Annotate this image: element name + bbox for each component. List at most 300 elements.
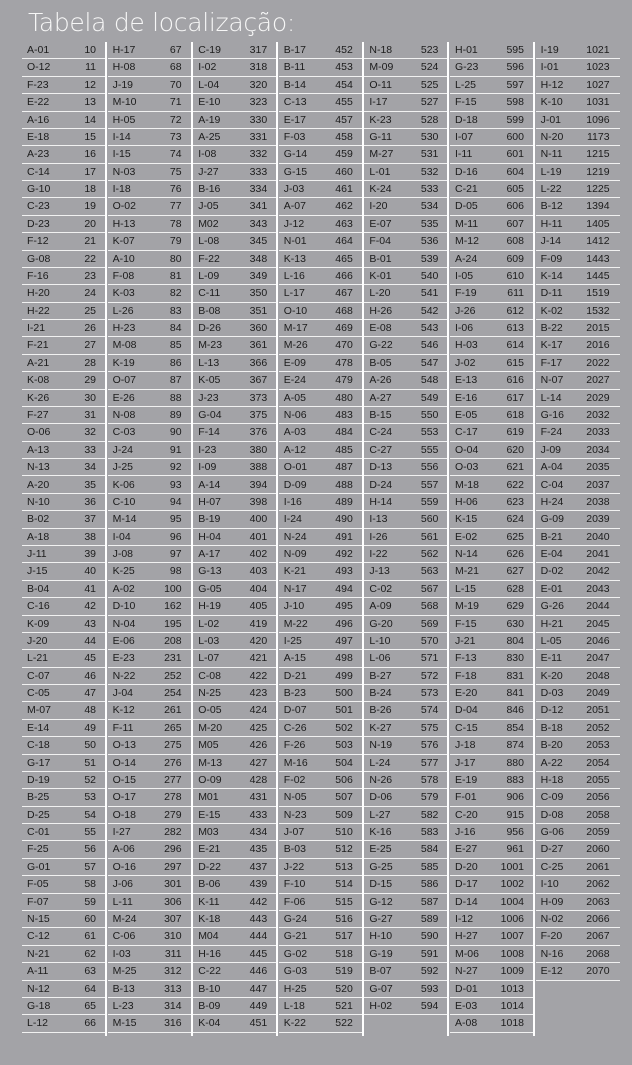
table-row (536, 424, 620, 441)
location-number: 56 (84, 843, 96, 856)
location-number: 66 (84, 1017, 96, 1030)
location-code: B-26 (369, 704, 392, 717)
table-row (536, 737, 620, 754)
table-row (108, 789, 192, 806)
location-code: L-10 (369, 634, 391, 647)
table-row (279, 320, 363, 337)
location-code: I-08 (198, 148, 217, 161)
table-row (193, 946, 277, 963)
table-row (279, 424, 363, 441)
table-row (22, 685, 106, 702)
table-row (450, 668, 534, 685)
table-row (108, 59, 192, 76)
location-number: 20 (84, 217, 96, 230)
table-column (193, 42, 277, 1036)
table-column (108, 42, 192, 1036)
location-code: H-17 (112, 44, 136, 56)
table-row (279, 337, 363, 354)
table-row (536, 129, 620, 146)
location-code: B-05 (369, 356, 392, 369)
location-number: 2043 (586, 582, 610, 595)
table-row (279, 946, 363, 963)
table-row (450, 303, 534, 320)
table-row (364, 77, 448, 94)
table-row (279, 876, 363, 893)
location-number: 331 (249, 130, 268, 143)
location-number: 542 (420, 304, 439, 317)
table-row (536, 146, 620, 163)
location-code: F-17 (540, 356, 563, 369)
table-row (450, 268, 534, 285)
table-row (108, 424, 192, 441)
table-row (193, 477, 277, 494)
location-number: 621 (506, 461, 524, 474)
location-number: 10 (84, 44, 96, 56)
location-number: 40 (84, 565, 96, 578)
location-number: 592 (420, 965, 439, 978)
location-number: 467 (335, 287, 353, 300)
location-code: H-05 (112, 113, 136, 126)
location-number: 556 (420, 461, 439, 474)
table-row (450, 94, 534, 111)
table-row (450, 42, 534, 59)
location-number: 574 (420, 704, 439, 717)
table-row (279, 216, 363, 233)
location-code: M-10 (112, 96, 137, 109)
location-number: 445 (249, 947, 268, 960)
location-number: 388 (249, 461, 268, 474)
table-row (364, 981, 448, 998)
table-row (22, 320, 106, 337)
table-row (108, 390, 192, 407)
location-number: 442 (249, 895, 268, 908)
location-number: 594 (420, 999, 439, 1012)
location-number: 488 (335, 478, 353, 491)
location-code: I-16 (283, 495, 302, 508)
table-row (108, 477, 192, 494)
table-row (108, 998, 192, 1015)
table-row (279, 77, 363, 94)
table-column (450, 42, 534, 1036)
location-number: 2034 (586, 443, 610, 456)
location-code: G-19 (369, 947, 393, 960)
location-number: 297 (164, 860, 182, 873)
table-row (22, 112, 106, 129)
location-number: 80 (169, 252, 182, 265)
table-row (22, 459, 106, 476)
table-row (279, 94, 363, 111)
location-code: A-03 (283, 426, 306, 439)
location-number: 74 (169, 148, 182, 161)
location-code: M-09 (369, 61, 394, 74)
location-code: A-23 (27, 148, 50, 161)
location-code: B-09 (198, 999, 221, 1012)
location-number: 560 (420, 513, 439, 526)
location-table (22, 42, 608, 1036)
location-code: L-22 (540, 183, 562, 196)
location-code: C-18 (27, 739, 50, 752)
location-code: M-12 (455, 235, 479, 248)
table-row (279, 963, 363, 980)
table-row (279, 807, 363, 824)
table-row (108, 268, 192, 285)
location-number: 86 (169, 356, 182, 369)
table-row (450, 789, 534, 806)
location-number: 460 (335, 165, 353, 178)
location-number: 561 (420, 530, 439, 543)
table-row (279, 529, 363, 546)
table-row (450, 198, 534, 215)
location-number: 485 (335, 443, 353, 456)
location-number: 84 (169, 322, 182, 335)
location-number: 610 (506, 269, 524, 282)
location-code: I-10 (540, 878, 559, 891)
location-number: 79 (169, 235, 182, 248)
table-row (108, 1015, 192, 1032)
location-number: 501 (335, 704, 353, 717)
table-row (108, 755, 192, 772)
table-row (193, 720, 277, 737)
location-number: 1445 (586, 269, 610, 282)
location-number: 350 (249, 287, 268, 300)
location-code: J-14 (540, 235, 562, 248)
table-row (279, 1015, 363, 1032)
table-row (193, 963, 277, 980)
table-row (108, 633, 192, 650)
location-code: L-03 (198, 634, 220, 647)
table-row (364, 789, 448, 806)
table-row (364, 459, 448, 476)
table-row (450, 424, 534, 441)
location-number: 61 (84, 930, 96, 943)
table-row (108, 598, 192, 615)
location-number: 614 (506, 339, 524, 352)
location-code: E-08 (369, 322, 392, 335)
location-code: A-20 (27, 478, 50, 491)
table-row (364, 181, 448, 198)
location-number: 490 (335, 513, 353, 526)
location-code: H-07 (198, 495, 221, 508)
location-number: 341 (249, 200, 268, 213)
location-code: G-15 (283, 165, 308, 178)
table-row (536, 685, 620, 702)
table-row (22, 94, 106, 111)
location-number: 512 (335, 843, 353, 856)
table-row (108, 581, 192, 598)
location-number: 447 (249, 982, 268, 995)
table-row (450, 702, 534, 719)
location-number: 557 (420, 478, 439, 491)
table-row (193, 59, 277, 76)
location-number: 1018 (500, 1017, 524, 1030)
location-number: 366 (249, 356, 268, 369)
table-row (450, 546, 534, 563)
table-row (22, 303, 106, 320)
table-row (279, 198, 363, 215)
location-code: M-14 (112, 513, 137, 526)
location-number: 307 (164, 913, 182, 925)
table-row (364, 946, 448, 963)
table-row (536, 616, 620, 633)
table-row (108, 702, 192, 719)
table-row (22, 911, 106, 928)
table-row (536, 442, 620, 459)
location-code: I-17 (369, 96, 388, 109)
location-number: 11 (85, 61, 96, 74)
table-row (108, 841, 192, 858)
location-number: 570 (420, 634, 439, 647)
location-code: K-04 (198, 1017, 221, 1030)
location-number: 595 (506, 44, 524, 56)
location-number: 345 (249, 235, 268, 248)
location-code: B-01 (369, 252, 392, 265)
location-number: 559 (420, 495, 439, 508)
location-code: K-06 (112, 478, 135, 491)
location-code: B-10 (198, 982, 221, 995)
location-number: 449 (249, 999, 268, 1012)
location-code: H-18 (540, 773, 564, 786)
location-code: M-08 (112, 339, 137, 352)
location-number: 630 (506, 617, 524, 630)
location-number: 583 (420, 826, 439, 839)
table-row (193, 789, 277, 806)
location-code: N-06 (283, 408, 307, 421)
table-row (193, 494, 277, 511)
location-number: 421 (249, 652, 268, 665)
table-row (22, 77, 106, 94)
location-number: 78 (169, 217, 182, 230)
table-row (364, 94, 448, 111)
location-code: C-03 (112, 426, 136, 439)
location-code: N-12 (27, 982, 50, 995)
location-code: L-20 (369, 287, 391, 300)
location-code: C-23 (27, 200, 50, 213)
location-code: I-20 (369, 200, 388, 213)
location-code: J-13 (369, 565, 390, 578)
location-number: 30 (84, 391, 96, 404)
location-number: 629 (506, 600, 524, 613)
location-code: D-23 (27, 217, 50, 230)
table-row (536, 112, 620, 129)
location-code: H-01 (455, 44, 478, 56)
location-code: C-26 (283, 721, 307, 734)
location-number: 518 (335, 947, 353, 960)
location-code: I-13 (369, 513, 388, 526)
location-code: D-14 (455, 895, 478, 908)
location-number: 15 (84, 130, 96, 143)
location-code: A-19 (198, 113, 221, 126)
location-number: 446 (249, 965, 268, 978)
location-number: 469 (335, 322, 353, 335)
table-row (193, 251, 277, 268)
location-code: G-20 (369, 617, 393, 630)
table-row (108, 685, 192, 702)
location-number: 89 (169, 408, 182, 421)
location-code: L-23 (112, 999, 134, 1012)
table-row (193, 685, 277, 702)
location-code: J-19 (112, 78, 134, 91)
table-row (450, 720, 534, 737)
location-number: 2047 (586, 652, 610, 665)
location-number: 462 (335, 200, 353, 213)
table-row (450, 146, 534, 163)
table-row (108, 251, 192, 268)
location-number: 496 (335, 617, 353, 630)
table-row (279, 598, 363, 615)
location-code: I-24 (283, 513, 302, 526)
table-row (364, 355, 448, 372)
location-number: 515 (335, 895, 353, 908)
location-number: 31 (84, 408, 96, 421)
table-row (364, 911, 448, 928)
table-row (108, 337, 192, 354)
location-code: H-26 (369, 304, 393, 317)
location-code: D-06 (369, 791, 393, 804)
location-code: C-12 (27, 930, 50, 943)
location-number: 470 (335, 339, 353, 352)
location-code: L-08 (198, 235, 220, 248)
location-code: F-02 (283, 773, 306, 786)
location-code: D-16 (455, 165, 478, 178)
location-number: 604 (506, 165, 524, 178)
location-number: 58 (84, 878, 96, 891)
location-code: H-14 (369, 495, 393, 508)
table-row (22, 616, 106, 633)
location-code: C-24 (369, 426, 393, 439)
location-number: 622 (506, 478, 524, 491)
location-number: 2052 (586, 721, 610, 734)
table-row (279, 981, 363, 998)
location-number: 398 (249, 495, 268, 508)
table-row (364, 164, 448, 181)
table-row (108, 164, 192, 181)
location-code: K-13 (283, 252, 306, 265)
location-code: F-12 (27, 235, 49, 248)
table-row (193, 911, 277, 928)
location-code: F-20 (540, 930, 563, 943)
location-number: 956 (506, 826, 524, 839)
table-row (450, 772, 534, 789)
location-code: K-17 (540, 339, 563, 352)
location-code: C-11 (198, 287, 221, 300)
location-number: 553 (420, 426, 439, 439)
table-row (279, 616, 363, 633)
location-number: 2055 (586, 773, 610, 786)
table-row (22, 164, 106, 181)
location-code: D-08 (540, 808, 564, 821)
location-number: 1014 (500, 999, 524, 1012)
location-number: 577 (420, 756, 439, 769)
location-number: 2063 (586, 895, 610, 908)
location-number: 422 (249, 669, 268, 682)
location-code: I-25 (283, 634, 302, 647)
location-code: G-10 (27, 183, 51, 196)
table-row (193, 94, 277, 111)
table-row (279, 772, 363, 789)
location-code: K-27 (369, 721, 392, 734)
location-code: J-17 (455, 756, 476, 769)
location-code: C-13 (283, 96, 307, 109)
table-row (364, 442, 448, 459)
location-code: E-02 (455, 530, 478, 543)
location-code: E-14 (27, 721, 50, 734)
table-row (193, 807, 277, 824)
location-number: 528 (420, 113, 439, 126)
location-code: O-16 (112, 860, 136, 873)
location-code: H-06 (455, 495, 478, 508)
location-code: E-18 (27, 130, 50, 143)
location-number: 96 (169, 530, 182, 543)
table-row (364, 129, 448, 146)
location-number: 2049 (586, 687, 610, 700)
location-code: O-07 (112, 374, 136, 387)
table-row (108, 146, 192, 163)
location-number: 1009 (500, 965, 524, 978)
location-number: 507 (335, 791, 353, 804)
location-number: 19 (84, 200, 96, 213)
location-code: I-15 (112, 148, 131, 161)
location-number: 311 (164, 947, 182, 960)
location-code: J-03 (283, 183, 305, 196)
table-row (450, 755, 534, 772)
location-code: G-24 (283, 913, 308, 925)
location-number: 2042 (586, 565, 610, 578)
table-row (22, 563, 106, 580)
location-number: 46 (84, 669, 96, 682)
location-code: K-09 (27, 617, 50, 630)
table-row (193, 598, 277, 615)
table-row (279, 546, 363, 563)
location-number: 457 (335, 113, 353, 126)
table-row (279, 251, 363, 268)
location-code: F-15 (455, 96, 477, 109)
location-code: H-19 (198, 600, 221, 613)
location-code: D-24 (369, 478, 393, 491)
table-row (364, 59, 448, 76)
location-code: G-14 (283, 148, 308, 161)
location-code: K-08 (27, 374, 50, 387)
location-number: 2067 (586, 930, 610, 943)
table-row (22, 702, 106, 719)
location-code: J-04 (112, 687, 134, 700)
location-number: 1215 (586, 148, 610, 161)
location-code: G-26 (540, 600, 564, 613)
location-number: 2039 (586, 513, 610, 526)
location-code: D-13 (369, 461, 393, 474)
table-row (193, 407, 277, 424)
table-row (108, 529, 192, 546)
table-row (364, 702, 448, 719)
location-code: E-11 (540, 652, 562, 665)
table-row (450, 337, 534, 354)
location-number: 38 (84, 530, 96, 543)
table-row (536, 807, 620, 824)
location-code: I-07 (455, 130, 474, 143)
table-row (279, 407, 363, 424)
location-number: 36 (84, 495, 96, 508)
table-row (364, 650, 448, 667)
location-code: A-21 (27, 356, 50, 369)
table-row (279, 633, 363, 650)
location-code: E-21 (198, 843, 221, 856)
table-row (450, 112, 534, 129)
location-number: 961 (506, 843, 524, 856)
location-code: M-20 (198, 721, 223, 734)
location-number: 443 (249, 913, 268, 925)
location-number: 431 (249, 791, 268, 804)
table-row (22, 181, 106, 198)
table-row (193, 928, 277, 945)
